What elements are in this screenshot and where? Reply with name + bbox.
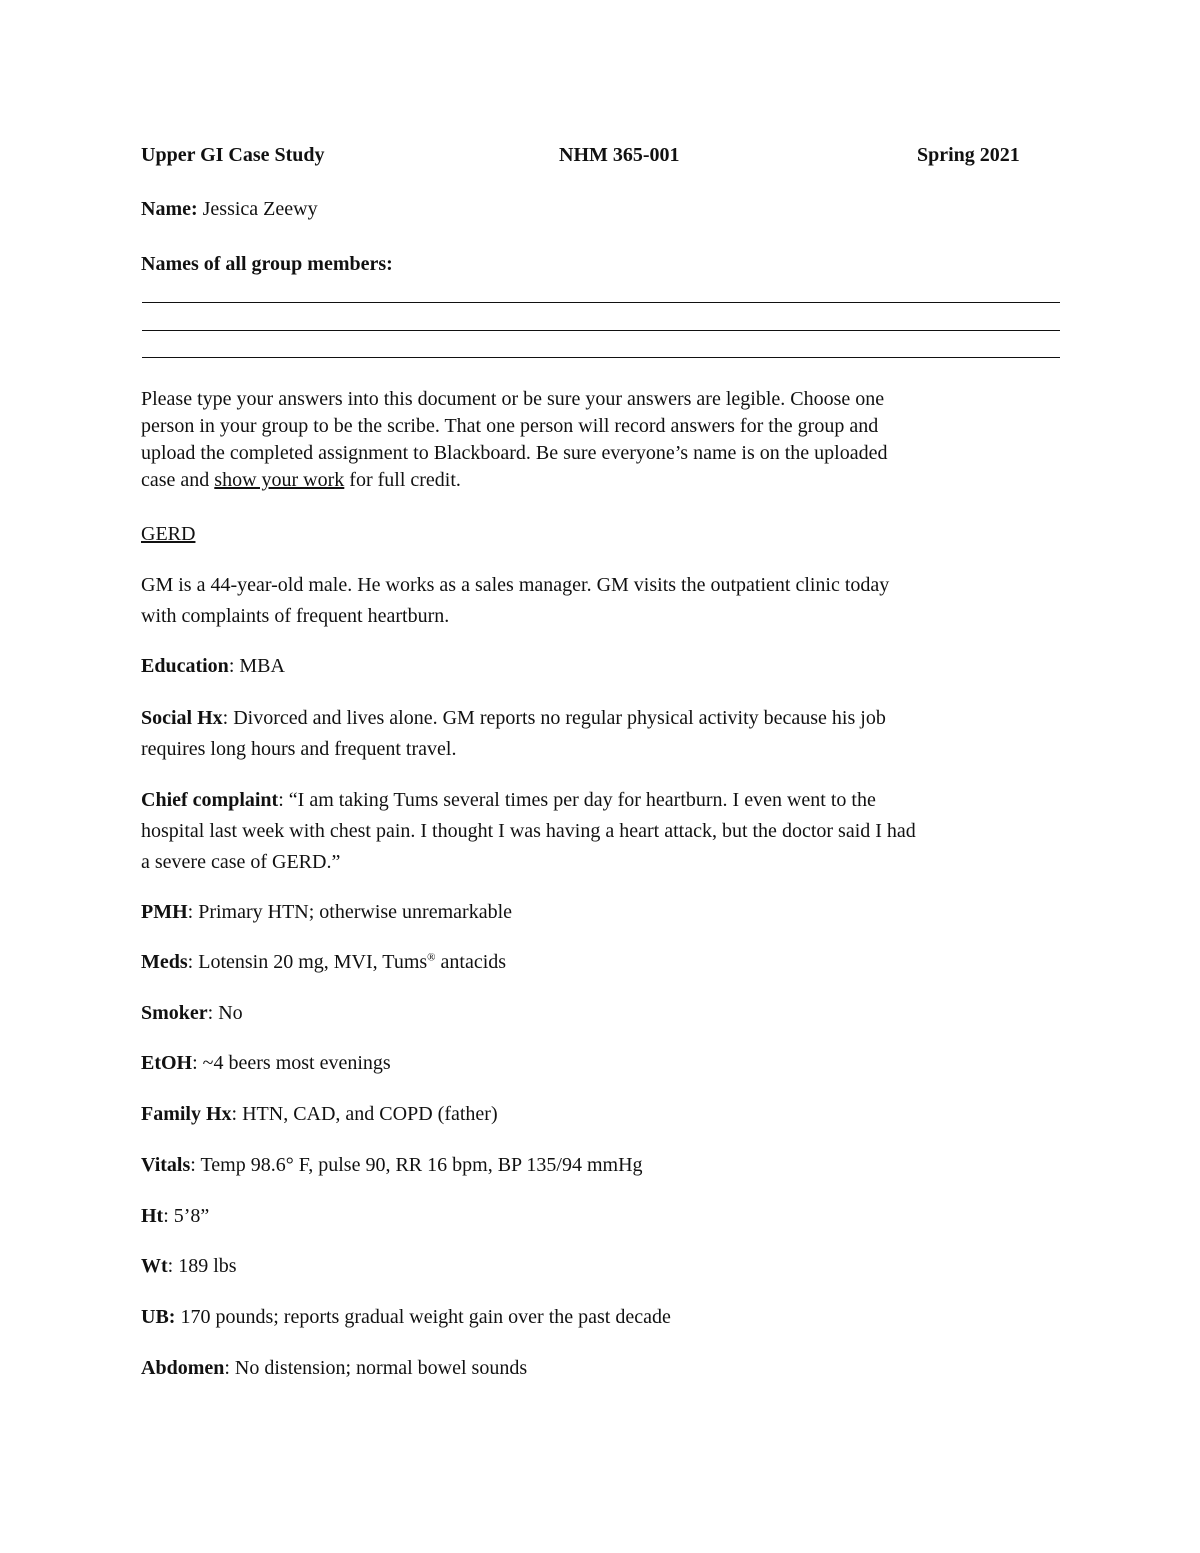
document-title: Upper GI Case Study bbox=[141, 144, 325, 166]
field-value: : No bbox=[207, 1002, 243, 1024]
case-intro-paragraph bbox=[141, 570, 889, 632]
field-value: : Divorced and lives alone. GM reports no regular physical activity because his job bbox=[222, 707, 886, 729]
section-heading-gerd: GERD bbox=[141, 523, 196, 545]
field-value: : 189 lbs bbox=[167, 1255, 237, 1277]
field-value: 170 pounds; reports gradual weight gain over the past decade bbox=[175, 1306, 671, 1328]
field-smoker bbox=[141, 1002, 243, 1025]
field-value: : No distension; normal bowel sounds bbox=[224, 1357, 528, 1379]
field-weight bbox=[141, 1255, 237, 1278]
instructions-line: person in your group to be the scribe. That one person will record answers for the group and bbox=[141, 415, 879, 437]
field-label: Vitals bbox=[141, 1154, 191, 1176]
field-label: Meds bbox=[141, 951, 188, 973]
field-value: : Primary HTN; otherwise unremarkable bbox=[187, 901, 513, 923]
field-value: : 5’8” bbox=[163, 1205, 210, 1227]
name-value: Jessica Zeewy bbox=[197, 198, 318, 220]
field-meds bbox=[141, 951, 506, 974]
field-label: EtOH bbox=[141, 1052, 193, 1074]
field-chief-complaint bbox=[141, 785, 916, 878]
field-value: requires long hours and frequent travel. bbox=[141, 738, 457, 760]
instructions-text: for full credit. bbox=[344, 469, 461, 491]
field-value: : HTN, CAD, and COPD (father) bbox=[231, 1103, 498, 1125]
group-members-label: Names of all group members: bbox=[141, 253, 393, 275]
field-pmh bbox=[141, 901, 512, 924]
instructions-line bbox=[141, 467, 1061, 494]
term: Spring 2021 bbox=[917, 144, 1020, 166]
name-label: Name: bbox=[141, 198, 198, 220]
field-label: Family Hx bbox=[141, 1103, 232, 1125]
field-vitals bbox=[141, 1154, 643, 1177]
field-etoh bbox=[141, 1052, 391, 1075]
field-height bbox=[141, 1205, 209, 1228]
field-label: Ht bbox=[141, 1205, 164, 1227]
course-code: NHM 365-001 bbox=[559, 144, 680, 166]
instructions-line: Please type your answers into this document or be sure your answers are legible. Choose one bbox=[141, 388, 885, 410]
name-line bbox=[141, 198, 318, 221]
field-label: Social Hx bbox=[141, 707, 223, 729]
field-label: Smoker bbox=[141, 1002, 208, 1024]
registered-mark: ® bbox=[427, 951, 436, 964]
field-value: : “I am taking Tums several times per day for heartburn. I even went to the bbox=[278, 789, 876, 811]
instructions-text: case and bbox=[141, 469, 215, 491]
field-label: Education bbox=[141, 655, 229, 677]
field-family-hx bbox=[141, 1103, 498, 1126]
group-member-line-3[interactable] bbox=[142, 357, 1060, 358]
field-social-hx bbox=[141, 703, 886, 765]
case-intro-line: GM is a 44-year-old male. He works as a sales manager. GM visits the outpatient clinic today bbox=[141, 574, 890, 596]
field-value: : Lotensin 20 mg, MVI, Tums bbox=[187, 951, 428, 973]
group-member-line-1[interactable] bbox=[142, 302, 1060, 303]
field-value: a severe case of GERD.” bbox=[141, 851, 341, 873]
group-member-line-2[interactable] bbox=[142, 330, 1060, 331]
field-value: : MBA bbox=[228, 655, 285, 677]
field-value: antacids bbox=[435, 951, 507, 973]
field-label: Abdomen bbox=[141, 1357, 225, 1379]
field-label: Chief complaint bbox=[141, 789, 279, 811]
field-abdomen bbox=[141, 1357, 527, 1380]
field-label: Wt bbox=[141, 1255, 168, 1277]
instructions-paragraph bbox=[141, 386, 1061, 494]
field-education bbox=[141, 655, 285, 678]
field-value: : ~4 beers most evenings bbox=[192, 1052, 391, 1074]
case-intro-line: with complaints of frequent heartburn. bbox=[141, 605, 450, 627]
field-usual-body-weight bbox=[141, 1306, 671, 1329]
show-your-work-emphasis: show your work bbox=[214, 469, 345, 491]
instructions-line: upload the completed assignment to Blackboard. Be sure everyone’s name is on the uploaded bbox=[141, 442, 888, 464]
field-value: : Temp 98.6° F, pulse 90, RR 16 bpm, BP 135/94 mmHg bbox=[190, 1154, 643, 1176]
field-label: UB: bbox=[141, 1306, 176, 1328]
field-label: PMH bbox=[141, 901, 188, 923]
field-value: hospital last week with chest pain. I thought I was having a heart attack, but the doctor said I had bbox=[141, 820, 916, 842]
